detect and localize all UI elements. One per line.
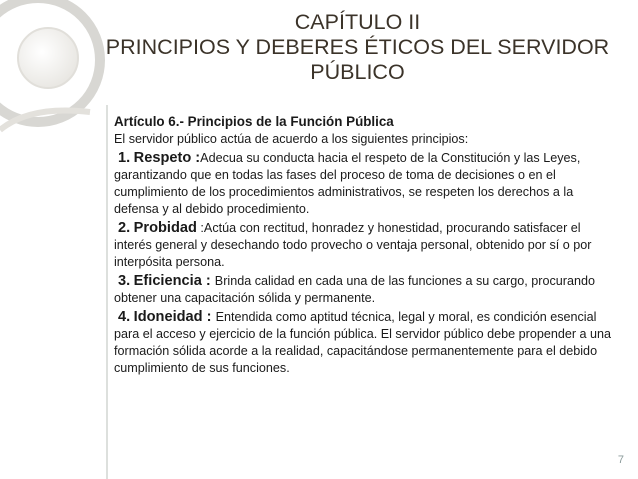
principle-name: Idoneidad [133, 309, 203, 325]
title-line-2: PRINCIPIOS Y DEBERES ÉTICOS DEL SERVIDOR [105, 35, 610, 59]
principle-separator: : [196, 221, 204, 235]
principle-name: Respeto [133, 150, 192, 166]
principle-number: 2. [118, 220, 131, 236]
principle-text: Actúa con rectitud, honradez y honestidad, procurando satisfacer el interés general y desechando todo provecho o ventaja personal, obtenido por sí o por interpósita persona. [114, 221, 592, 269]
principle-item [114, 220, 614, 271]
principle-number: 1. [118, 150, 131, 166]
slide-title [95, 10, 620, 85]
principle-text: Adecua su conducta hacia el respeto de la Constitución y las Leyes, garantizando que en todas las fases del proceso de toma de decisiones o en el cumplimiento de los procedimientos administrativos, se respeten los derechos a la defensa y al debido procedimiento. [114, 151, 581, 216]
principle-item [114, 150, 614, 218]
title-line-1: CAPÍTULO II [294, 10, 421, 34]
principle-item [114, 309, 614, 377]
article-body [114, 113, 614, 377]
title-line-3: PÚBLICO [310, 60, 405, 84]
principle-number: 4. [118, 309, 131, 325]
principle-item [114, 273, 614, 307]
article-heading: Artículo 6.- Principios de la Función Pública [114, 114, 394, 129]
article-intro: El servidor público actúa de acuerdo a los siguientes principios: [114, 132, 469, 146]
principle-text: Brinda calidad en cada una de las funciones a su cargo, procurando obtener una capacitación sólida y permanente. [114, 274, 595, 305]
principle-name: Probidad [133, 220, 197, 236]
principle-name: Eficiencia [133, 273, 202, 289]
principle-text: Entendida como aptitud técnica, legal y moral, es condición esencial para el acceso y ejercicio de la función pública. El servidor público debe propender a una formación sólida acorde a la realidad, capacitándose permanentemente para el debido cumplimiento de sus funciones. [114, 310, 612, 375]
principle-separator: : [202, 309, 216, 325]
principle-separator: : [191, 150, 201, 166]
principle-number: 3. [118, 273, 131, 289]
principle-separator: : [201, 273, 215, 289]
page-number: 7 [617, 454, 624, 466]
deco-circle-small [18, 28, 78, 88]
